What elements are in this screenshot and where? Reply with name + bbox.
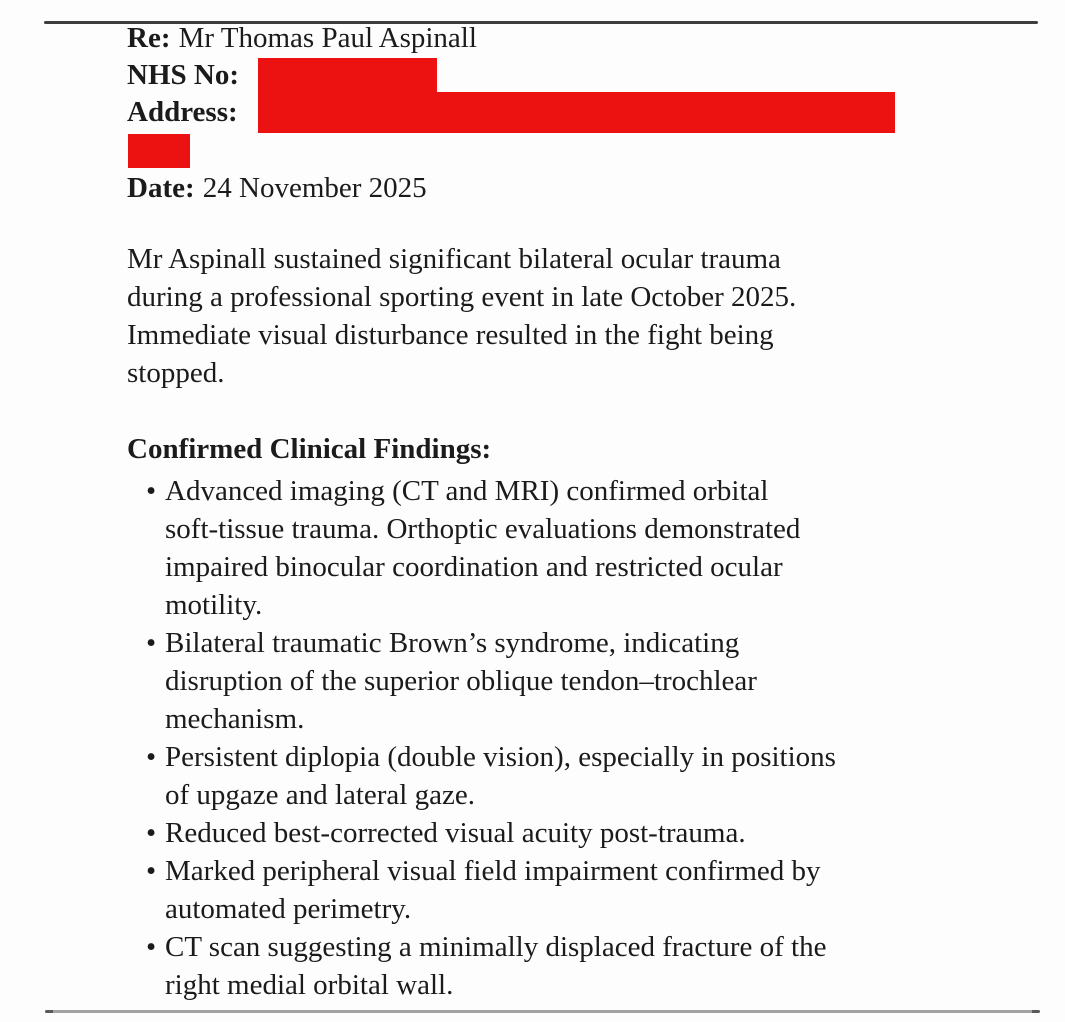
finding-item-visual-acuity bbox=[127, 814, 987, 852]
finding-line: Marked peripheral visual field impairment confirmed by bbox=[165, 855, 821, 887]
re-label: Re: bbox=[127, 22, 171, 54]
date-value: 24 November 2025 bbox=[202, 172, 427, 204]
finding-line: right medial orbital wall. bbox=[165, 969, 454, 1001]
re-line bbox=[127, 19, 477, 57]
finding-item-imaging bbox=[127, 472, 987, 624]
redaction-block-address-1 bbox=[258, 92, 895, 133]
bottom-divider bbox=[45, 1010, 1040, 1013]
patient-name: Mr Thomas Paul Aspinall bbox=[178, 22, 477, 54]
finding-line: disruption of the superior oblique tendon–trochlear bbox=[165, 665, 757, 697]
paragraph-line: Immediate visual disturbance resulted in the fight being bbox=[127, 319, 774, 351]
finding-item-ct-fracture bbox=[127, 928, 987, 1004]
finding-line: of upgaze and lateral gaze. bbox=[165, 779, 475, 811]
address-line bbox=[127, 93, 246, 131]
finding-line: motility. bbox=[165, 589, 263, 621]
nhs-number-line bbox=[127, 56, 247, 94]
intro-paragraph bbox=[127, 240, 796, 392]
paragraph-line: Mr Aspinall sustained significant bilateral ocular trauma bbox=[127, 243, 781, 275]
paragraph-line: during a professional sporting event in late October 2025. bbox=[127, 281, 797, 313]
findings-heading: Confirmed Clinical Findings: bbox=[127, 433, 492, 465]
finding-item-visual-field bbox=[127, 852, 987, 928]
date-line bbox=[127, 169, 427, 207]
finding-line: Bilateral traumatic Brown’s syndrome, indicating bbox=[165, 627, 740, 659]
finding-line: Persistent diplopia (double vision), especially in positions bbox=[165, 741, 836, 773]
finding-line: Reduced best-corrected visual acuity post-trauma. bbox=[165, 817, 746, 849]
finding-line: automated perimetry. bbox=[165, 893, 412, 925]
redaction-block-nhs-number bbox=[258, 58, 437, 93]
findings-list bbox=[127, 472, 987, 1004]
bullet-marker: • bbox=[146, 627, 157, 659]
finding-line: CT scan suggesting a minimally displaced fracture of the bbox=[165, 931, 827, 963]
redaction-block-address-2 bbox=[128, 134, 190, 168]
finding-item-diplopia bbox=[127, 738, 987, 814]
finding-line: mechanism. bbox=[165, 703, 305, 735]
finding-item-browns-syndrome bbox=[127, 624, 987, 738]
bullet-marker: • bbox=[146, 931, 157, 963]
date-label: Date: bbox=[127, 172, 195, 204]
finding-line: Advanced imaging (CT and MRI) confirmed orbital bbox=[165, 475, 769, 507]
bullet-marker: • bbox=[146, 855, 157, 887]
nhs-number-label: NHS No: bbox=[127, 59, 239, 91]
finding-line: soft-tissue trauma. Orthoptic evaluations demonstrated bbox=[165, 513, 801, 545]
paragraph-line: stopped. bbox=[127, 357, 225, 389]
finding-line: impaired binocular coordination and restricted ocular bbox=[165, 551, 783, 583]
bullet-marker: • bbox=[146, 817, 157, 849]
bullet-marker: • bbox=[146, 741, 157, 773]
address-label: Address: bbox=[127, 96, 238, 128]
bullet-marker: • bbox=[146, 475, 157, 507]
